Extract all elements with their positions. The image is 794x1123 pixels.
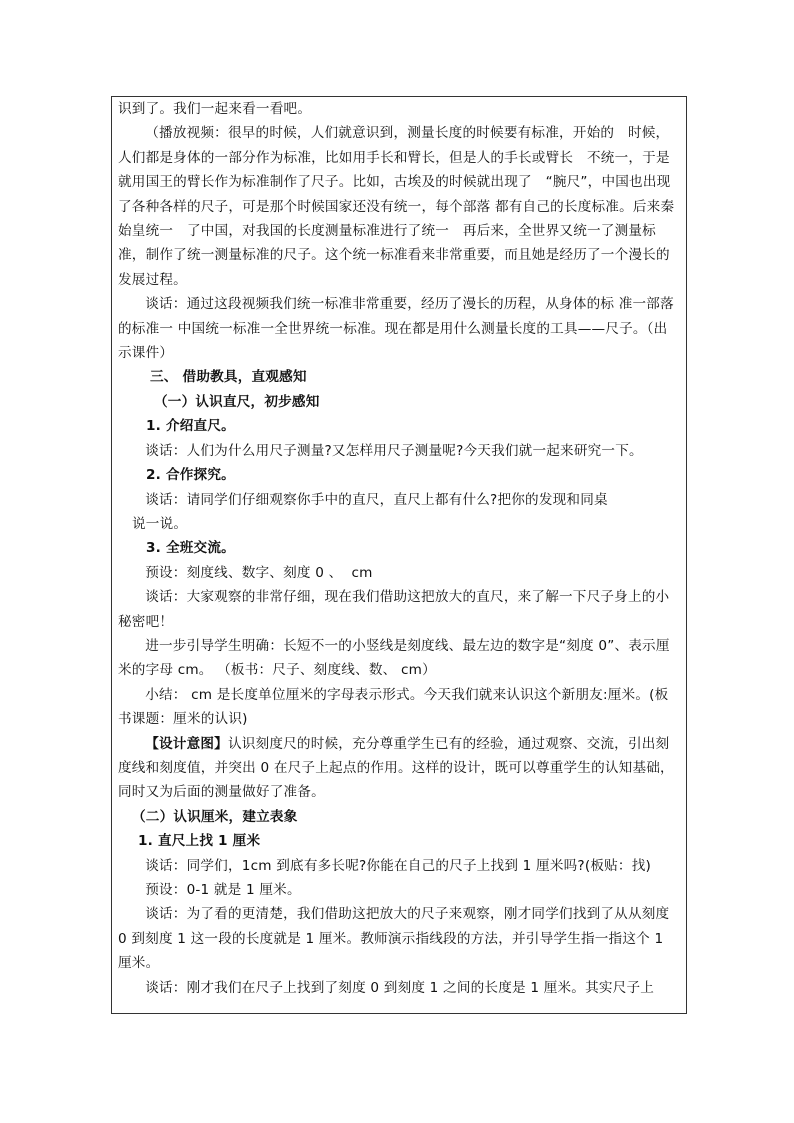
paragraph: 预设：0-1 就是 1 厘米。 bbox=[145, 882, 301, 898]
paragraph: 谈话：请同学们仔细观察你手中的直尺，直尺上都有什么?把你的发现和同桌 bbox=[145, 491, 608, 508]
numbered-heading: 3. 全班交流。 bbox=[146, 540, 235, 557]
paragraph: 小结： cm 是长度单位厘米的字母表示形式。今天我们就来认识这个新朋友:厘米。(板书课题：厘米的认识) bbox=[118, 686, 669, 728]
paragraph: 谈话：通过这段视频我们统一标准非常重要，经历了漫长的历程，从身体的标 准一部落的标准一 中国统一标准一全世界统一标准。现在都是用什么测量长度的工具——尺子。（出示课件） bbox=[118, 296, 674, 362]
design-intent-label: 【设计意图】 bbox=[145, 735, 228, 752]
subsection-heading: （一）认识直尺，初步感知 bbox=[154, 393, 320, 410]
lesson-plan-text bbox=[112, 97, 686, 1000]
document-table-cell bbox=[111, 96, 687, 1014]
design-intent-paragraph: 【设计意图】认识刻度尺的时候，充分尊重学生已有的经验，通过观察、交流，引出刻度线和刻度值，并突出 0 在尺子上起点的作用。这样的设计，既可以尊重学生的认知基础，同时又为后面的测量做好了准备。 bbox=[118, 735, 674, 801]
numbered-heading: 2. 合作探究。 bbox=[146, 467, 235, 484]
numbered-heading: 1. 介绍直尺。 bbox=[146, 418, 235, 435]
paragraph: 谈话：刚才我们在尺子上找到了刻度 0 到刻度 1 之间的长度是 1 厘米。其实尺子上 bbox=[145, 979, 655, 996]
numbered-heading: 1. 直尺上找 1 厘米 bbox=[138, 833, 261, 850]
paragraph: 谈话：同学们，1cm 到底有多长呢?你能在自己的尺子上找到 1 厘米吗?(板贴：找) bbox=[145, 857, 652, 874]
paragraph: 谈话：为了看的更清楚，我们借助这把放大的尺子来观察，刚才同学们找到了从从刻度 0 到刻度 1 这一段的长度就是 1 厘米。教师演示指线段的方法，并引导学生指一指这个 1 厘米。 bbox=[118, 906, 674, 972]
subsection-heading: （二）认识厘米，建立表象 bbox=[132, 808, 298, 825]
paragraph: 谈话：人们为什么用尺子测量?又怎样用尺子测量呢?今天我们就一起来研究一下。 bbox=[145, 442, 643, 459]
paragraph: 说一说。 bbox=[132, 515, 188, 532]
paragraph: （播放视频：很早的时候，人们就意识到，测量长度的时候要有标准，开始的 时候，人们都是身体的一部分作为标准，比如用手长和臂长，但是人的手长或臂长 不统一，于是就用国王的臂长作为标准制作了尺子。比如，古埃及的时候就出现了 “腕尺”，中国也出现了各种各样的尺子，可是那个时候国家还没有统一，每个部落 都有自己的长度标准。后来秦始皇统一 了中国，对我国的长度测量标准进行了统一 再后来，全世界又统一了测量标准，制作了统一测量标准的尺子。这个统一标准看来非常重要，而且她是经历了一个漫长的发展过程。 bbox=[118, 125, 675, 288]
paragraph: 识到了。我们一起来看一看吧。 bbox=[118, 101, 312, 117]
paragraph: 预设：刻度线、数字、刻度 0 、 cm bbox=[145, 564, 373, 581]
paragraph: 谈话：大家观察的非常仔细，现在我们借助这把放大的直尺，来了解一下尺子身上的小秘密吧！ bbox=[118, 589, 670, 630]
paragraph: 进一步引导学生明确：长短不一的小竖线是刻度线、最左边的数字是“刻度 0”、表示厘米的字母 cm。 （板书：尺子、刻度线、数、 cm） bbox=[118, 637, 670, 679]
section-heading: 三、 借助教具，直观感知 bbox=[150, 369, 307, 386]
